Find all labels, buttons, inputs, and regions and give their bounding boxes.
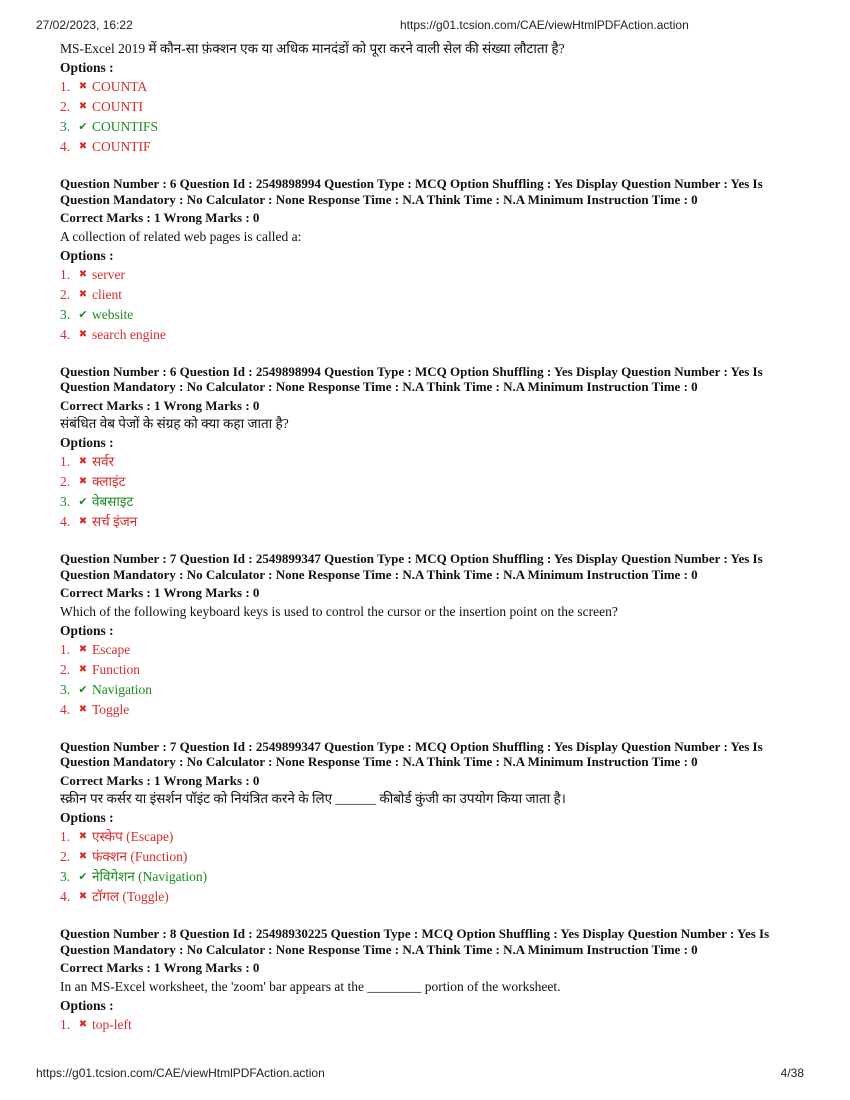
option-number: 4. <box>60 889 71 904</box>
option-item <box>60 847 800 867</box>
option-item <box>60 472 800 492</box>
header-url: https://g01.tcsion.com/CAE/viewHtmlPDFAction.action <box>400 18 689 32</box>
option-text: search engine <box>92 326 166 342</box>
option-item <box>60 265 800 285</box>
option-item <box>60 452 800 472</box>
options-label: Options : <box>60 622 114 638</box>
option-item <box>60 77 800 97</box>
cross-mark-icon: ✖ <box>78 851 88 862</box>
print-datetime: 27/02/2023, 16:22 <box>36 18 133 32</box>
options-list <box>60 640 800 720</box>
options-list <box>60 827 800 907</box>
option-item <box>60 887 800 907</box>
option-text: वेबसाइट <box>92 494 134 509</box>
cross-mark-icon: ✖ <box>78 141 88 152</box>
option-text: COUNTA <box>92 79 148 94</box>
question-meta: Question Mandatory : No Calculator : None Response Time : N.A Think Time : N.A Minimum Instruction Time : 0 <box>60 191 698 207</box>
option-text: सर्च इंजन <box>92 514 138 529</box>
page-number: 4/38 <box>780 1066 804 1080</box>
marks-info: Correct Marks : 1 Wrong Marks : 0 <box>60 585 260 600</box>
option-number: 1. <box>60 79 71 94</box>
cross-mark-icon: ✖ <box>78 328 88 340</box>
check-mark-icon: ✔ <box>78 121 88 133</box>
option-item <box>60 640 800 660</box>
option-text: top-left <box>92 1016 132 1032</box>
page-footer <box>36 1066 814 1082</box>
options-label: Options : <box>60 810 114 825</box>
cross-mark-icon: ✖ <box>78 81 88 92</box>
cross-mark-icon: ✖ <box>78 1018 88 1030</box>
question-block <box>60 176 800 345</box>
option-item <box>60 492 800 512</box>
option-item <box>60 305 800 325</box>
option-number: 3. <box>60 869 71 884</box>
options-label: Options : <box>60 435 114 450</box>
check-mark-icon: ✔ <box>78 308 88 321</box>
option-text: सर्वर <box>92 454 115 469</box>
check-mark-icon: ✔ <box>78 683 88 696</box>
marks-info: Correct Marks : 1 Wrong Marks : 0 <box>60 397 260 413</box>
option-item <box>60 660 800 680</box>
options-list <box>60 265 800 345</box>
option-text: COUNTIF <box>92 139 151 154</box>
marks-info: Correct Marks : 1 Wrong Marks : 0 <box>60 772 260 788</box>
cross-mark-icon: ✖ <box>78 288 88 300</box>
option-number: 3. <box>60 681 71 697</box>
option-number: 1. <box>60 454 71 469</box>
option-number: 3. <box>60 306 71 322</box>
option-text: COUNTI <box>92 99 143 114</box>
option-text: COUNTIFS <box>92 119 159 134</box>
question-meta: Question Number : 6 Question Id : 2549898994 Question Type : MCQ Option Shuffling : Yes Display Question Number : Yes Is <box>60 176 763 191</box>
cross-mark-icon: ✖ <box>78 516 88 527</box>
footer-url: https://g01.tcsion.com/CAE/viewHtmlPDFAction.action <box>36 1066 325 1080</box>
option-number: 4. <box>60 701 71 717</box>
question-meta: Question Mandatory : No Calculator : None Response Time : N.A Think Time : N.A Minimum Instruction Time : 0 <box>60 379 698 394</box>
option-text: क्लाइंट <box>92 474 126 489</box>
question-text: Which of the following keyboard keys is used to control the cursor or the insertion point on the screen? <box>60 603 618 619</box>
options-list <box>60 452 800 532</box>
option-item <box>60 285 800 305</box>
option-item <box>60 680 800 700</box>
option-text: Function <box>92 661 141 677</box>
options-label: Options : <box>60 247 114 263</box>
option-item <box>60 117 800 137</box>
option-text: client <box>92 286 122 302</box>
option-text: website <box>92 306 134 322</box>
cross-mark-icon: ✖ <box>78 831 88 842</box>
question-text: संबंधित वेब पेजों के संग्रह को क्या कहा जाता है? <box>60 416 289 431</box>
marks-info: Correct Marks : 1 Wrong Marks : 0 <box>60 210 260 225</box>
option-item <box>60 137 800 157</box>
cross-mark-icon: ✖ <box>78 268 88 280</box>
question-meta: Question Number : 7 Question Id : 2549899347 Question Type : MCQ Option Shuffling : Yes Display Question Number : Yes Is <box>60 738 763 754</box>
question-text: In an MS-Excel worksheet, the 'zoom' bar appears at the ________ portion of the worksheet. <box>60 978 561 994</box>
option-number: 2. <box>60 286 71 302</box>
question-meta: Question Number : 6 Question Id : 2549898994 Question Type : MCQ Option Shuffling : Yes Display Question Number : Yes Is <box>60 363 763 379</box>
question-meta: Question Number : 7 Question Id : 2549899347 Question Type : MCQ Option Shuffling : Yes Display Question Number : Yes Is <box>60 551 763 566</box>
question-paper-content <box>60 40 800 1035</box>
option-number: 4. <box>60 139 71 154</box>
marks-info: Correct Marks : 1 Wrong Marks : 0 <box>60 960 260 975</box>
option-text: server <box>92 266 125 282</box>
question-meta: Question Mandatory : No Calculator : None Response Time : N.A Think Time : N.A Minimum Instruction Time : 0 <box>60 941 698 957</box>
option-text: एस्केप (Escape) <box>92 829 174 844</box>
question-text: स्क्रीन पर कर्सर या इंसर्शन पॉइंट को नियंत्रित करने के लिए ______ कीबोर्ड कुंजी का उपयोग किया जाता है। <box>60 791 566 806</box>
question-meta: Question Number : 8 Question Id : 25498930225 Question Type : MCQ Option Shuffling : Yes Display Question Number : Yes Is <box>60 926 770 941</box>
option-number: 2. <box>60 661 71 677</box>
question-meta: Question Mandatory : No Calculator : None Response Time : N.A Think Time : N.A Minimum Instruction Time : 0 <box>60 566 698 582</box>
option-number: 4. <box>60 326 71 342</box>
option-number: 2. <box>60 474 71 489</box>
option-number: 3. <box>60 494 71 509</box>
options-list <box>60 1015 800 1035</box>
option-number: 2. <box>60 99 71 114</box>
question-text: A collection of related web pages is called a: <box>60 228 302 244</box>
cross-mark-icon: ✖ <box>78 643 88 655</box>
check-mark-icon: ✔ <box>78 496 88 508</box>
cross-mark-icon: ✖ <box>78 663 88 675</box>
question-block <box>60 926 800 1035</box>
options-label: Options : <box>60 60 114 75</box>
option-text: Escape <box>92 641 131 657</box>
option-number: 3. <box>60 119 71 134</box>
option-text: Toggle <box>92 701 130 717</box>
option-number: 1. <box>60 829 71 844</box>
option-item <box>60 867 800 887</box>
check-mark-icon: ✔ <box>78 871 88 883</box>
option-number: 1. <box>60 1016 71 1032</box>
page-header <box>36 18 814 34</box>
option-text: फंक्शन (Function) <box>92 849 188 864</box>
question-block <box>60 364 800 533</box>
option-number: 4. <box>60 514 71 529</box>
question-meta: Question Mandatory : No Calculator : None Response Time : N.A Think Time : N.A Minimum Instruction Time : 0 <box>60 754 698 769</box>
cross-mark-icon: ✖ <box>78 891 88 902</box>
option-text: नेविगेशन (Navigation) <box>92 869 208 884</box>
options-list <box>60 77 800 157</box>
option-item <box>60 827 800 847</box>
option-item <box>60 97 800 117</box>
option-item <box>60 325 800 345</box>
option-text: Navigation <box>92 681 152 697</box>
cross-mark-icon: ✖ <box>78 703 88 715</box>
option-item <box>60 512 800 532</box>
option-text: टॉगल (Toggle) <box>92 889 169 904</box>
option-number: 1. <box>60 641 71 657</box>
option-item <box>60 1015 800 1035</box>
cross-mark-icon: ✖ <box>78 101 88 112</box>
cross-mark-icon: ✖ <box>78 456 88 467</box>
question-text: MS-Excel 2019 में कौन-सा फ़ंक्शन एक या अधिक मानदंडों को पूरा करने वाली सेल की संख्या लौटाता है? <box>60 41 565 56</box>
option-number: 2. <box>60 849 71 864</box>
question-block <box>60 40 800 157</box>
option-number: 1. <box>60 266 71 282</box>
question-block <box>60 551 800 720</box>
question-block <box>60 739 800 908</box>
option-item <box>60 700 800 720</box>
options-label: Options : <box>60 997 114 1013</box>
cross-mark-icon: ✖ <box>78 476 88 487</box>
